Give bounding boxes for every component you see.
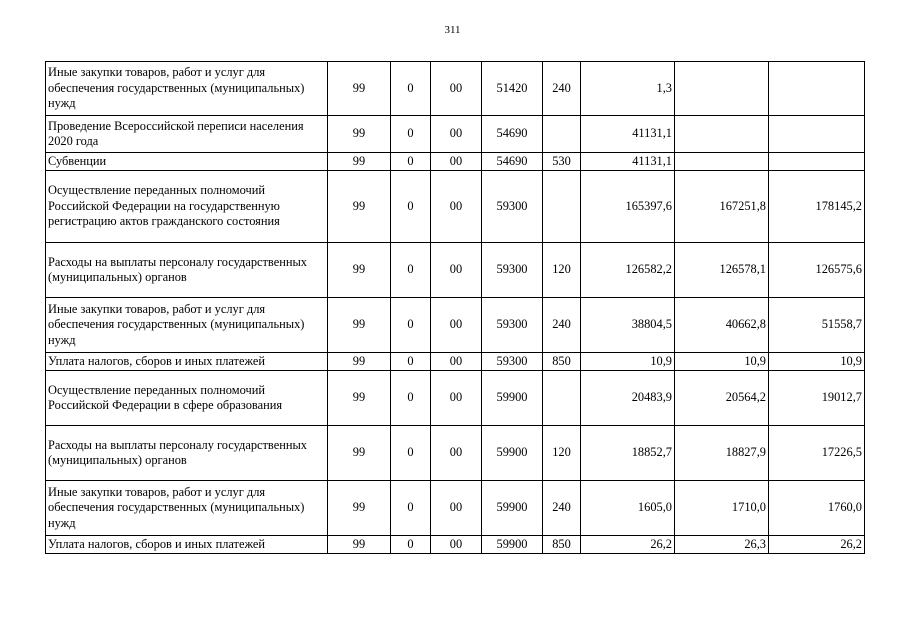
main-activity-code: 00 [431,353,482,371]
amount-1: 1605,0 [581,481,675,536]
table-row [46,116,865,153]
main-activity-code: 00 [431,481,482,536]
amount-3: 178145,2 [769,171,865,243]
amount-1: 165397,6 [581,171,675,243]
main-activity-code: 00 [431,153,482,171]
amount-1: 126582,2 [581,243,675,298]
direction-code: 59900 [482,371,543,426]
main-activity-code: 00 [431,298,482,353]
row-name: Субвенции [46,153,328,171]
subprogram-code: 0 [391,371,431,426]
direction-code: 59300 [482,298,543,353]
direction-code: 59900 [482,481,543,536]
expense-type-code: 240 [543,298,581,353]
amount-2: 167251,8 [675,171,769,243]
subprogram-code: 0 [391,426,431,481]
subprogram-code: 0 [391,298,431,353]
amount-1: 1,3 [581,62,675,116]
row-name: Уплата налогов, сборов и иных платежей [46,353,328,371]
amount-3: 19012,7 [769,371,865,426]
amount-3: 10,9 [769,353,865,371]
program-code: 99 [328,371,391,426]
budget-table [45,61,865,554]
program-code: 99 [328,536,391,554]
amount-1: 10,9 [581,353,675,371]
amount-2: 40662,8 [675,298,769,353]
expense-type-code: 850 [543,536,581,554]
amount-3 [769,153,865,171]
amount-3 [769,116,865,153]
program-code: 99 [328,171,391,243]
direction-code: 59900 [482,536,543,554]
main-activity-code: 00 [431,243,482,298]
table-row [46,371,865,426]
program-code: 99 [328,116,391,153]
row-name: Осуществление переданных полномочий Российской Федерации на государственную регистрацию актов гражданского состояния [46,171,328,243]
subprogram-code: 0 [391,243,431,298]
expense-type-code: 850 [543,353,581,371]
expense-type-code: 120 [543,426,581,481]
row-name: Расходы на выплаты персоналу государственных (муниципальных) органов [46,243,328,298]
amount-3: 1760,0 [769,481,865,536]
amount-2: 126578,1 [675,243,769,298]
page-number: 311 [444,24,461,36]
table-row [46,426,865,481]
amount-1: 38804,5 [581,298,675,353]
row-name: Осуществление переданных полномочий Российской Федерации в сфере образования [46,371,328,426]
program-code: 99 [328,481,391,536]
subprogram-code: 0 [391,153,431,171]
expense-type-code: 240 [543,481,581,536]
row-name: Проведение Всероссийской переписи населения 2020 года [46,116,328,153]
amount-1: 26,2 [581,536,675,554]
amount-2: 18827,9 [675,426,769,481]
program-code: 99 [328,62,391,116]
amount-3 [769,62,865,116]
main-activity-code: 00 [431,62,482,116]
table-row [46,153,865,171]
expense-type-code [543,371,581,426]
subprogram-code: 0 [391,536,431,554]
main-activity-code: 00 [431,426,482,481]
amount-2 [675,116,769,153]
table-row [46,353,865,371]
subprogram-code: 0 [391,481,431,536]
table-row [46,298,865,353]
program-code: 99 [328,298,391,353]
table-row [46,243,865,298]
main-activity-code: 00 [431,371,482,426]
program-code: 99 [328,153,391,171]
row-name: Уплата налогов, сборов и иных платежей [46,536,328,554]
amount-1: 18852,7 [581,426,675,481]
amount-2 [675,153,769,171]
subprogram-code: 0 [391,62,431,116]
direction-code: 54690 [482,116,543,153]
direction-code: 59300 [482,353,543,371]
amount-3: 17226,5 [769,426,865,481]
amount-3: 51558,7 [769,298,865,353]
direction-code: 54690 [482,153,543,171]
direction-code: 51420 [482,62,543,116]
amount-2: 10,9 [675,353,769,371]
row-name: Расходы на выплаты персоналу государственных (муниципальных) органов [46,426,328,481]
table-row [46,171,865,243]
expense-type-code: 120 [543,243,581,298]
main-activity-code: 00 [431,171,482,243]
main-activity-code: 00 [431,536,482,554]
amount-2: 20564,2 [675,371,769,426]
direction-code: 59300 [482,243,543,298]
row-name: Иные закупки товаров, работ и услуг для обеспечения государственных (муниципальных) нужд [46,481,328,536]
direction-code: 59900 [482,426,543,481]
amount-1: 20483,9 [581,371,675,426]
direction-code: 59300 [482,171,543,243]
expense-type-code [543,171,581,243]
amount-3: 126575,6 [769,243,865,298]
amount-1: 41131,1 [581,116,675,153]
amount-1: 41131,1 [581,153,675,171]
expense-type-code [543,116,581,153]
expense-type-code: 240 [543,62,581,116]
main-activity-code: 00 [431,116,482,153]
table-row [46,481,865,536]
table-row [46,536,865,554]
program-code: 99 [328,243,391,298]
row-name: Иные закупки товаров, работ и услуг для обеспечения государственных (муниципальных) нужд [46,62,328,116]
table-row [46,62,865,116]
subprogram-code: 0 [391,171,431,243]
row-name: Иные закупки товаров, работ и услуг для обеспечения государственных (муниципальных) нужд [46,298,328,353]
amount-3: 26,2 [769,536,865,554]
subprogram-code: 0 [391,116,431,153]
expense-type-code: 530 [543,153,581,171]
amount-2: 1710,0 [675,481,769,536]
program-code: 99 [328,353,391,371]
program-code: 99 [328,426,391,481]
subprogram-code: 0 [391,353,431,371]
amount-2 [675,62,769,116]
amount-2: 26,3 [675,536,769,554]
